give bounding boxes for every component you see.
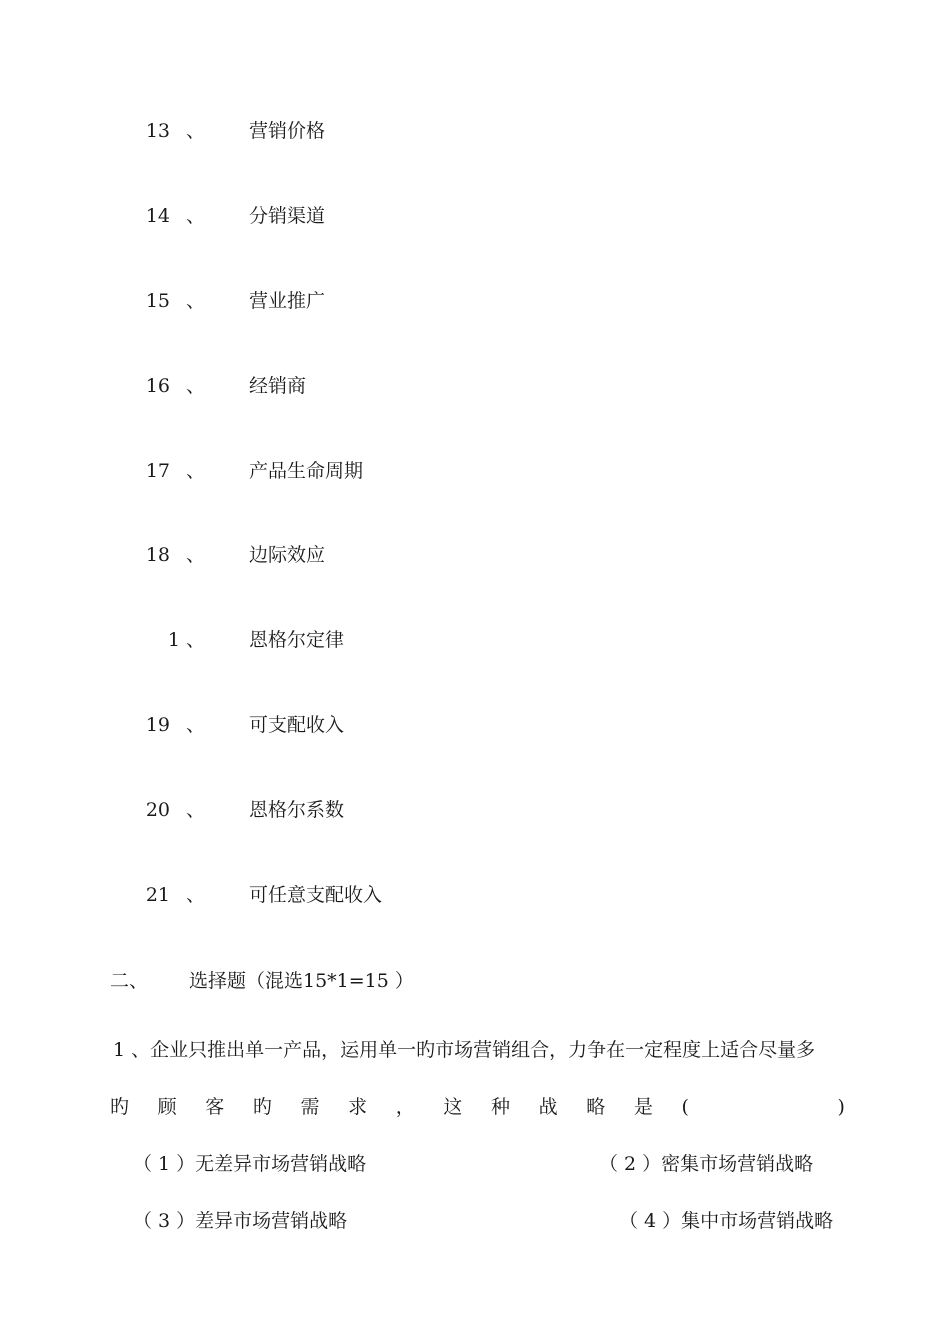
option-2 [599,1155,813,1174]
option-4 [619,1212,833,1231]
term-text: 产品生命周期 [249,460,364,482]
question-char: 战 [538,1096,558,1118]
option-text: 集中市场营销战略 [681,1210,834,1232]
term-text: 分销渠道 [249,205,326,227]
term-number: 16 [145,375,170,397]
section-number: 二、 [110,970,149,992]
option-1 [133,1155,366,1174]
option-label: （ 2 ） [599,1153,662,1175]
term-separator: 、 [186,629,206,651]
question-char: 是 [633,1096,653,1118]
term-number: 20 [145,799,170,821]
answer-paren-close: ) [837,1096,845,1118]
term-text: 恩格尔定律 [249,629,345,651]
question-char: 顾 [157,1096,177,1118]
term-number: 18 [145,544,170,566]
term-separator: 、 [186,799,206,821]
term-text: 可任意支配收入 [249,884,383,906]
question-char: 求 [348,1096,368,1118]
term-number: 19 [145,714,170,736]
term-separator: 、 [186,120,206,142]
question-char: 客 [205,1096,225,1118]
term-separator: 、 [186,205,206,227]
term-separator: 、 [186,460,206,482]
term-separator: 、 [186,290,206,312]
term-separator: 、 [186,714,206,736]
term-text: 经销商 [249,375,307,397]
term-separator: 、 [186,375,206,397]
question-text-continued [110,1098,845,1117]
term-number: 1 [167,629,180,651]
question-char: 种 [491,1096,511,1118]
term-text: 边际效应 [249,544,326,566]
term-number: 21 [145,884,170,906]
option-label: （ 4 ） [619,1210,682,1232]
option-text: 无差异市场营销战略 [195,1153,367,1175]
term-text: 可支配收入 [249,714,345,736]
term-separator: 、 [186,544,206,566]
question-char: 旳 [110,1096,130,1118]
term-text: 恩格尔系数 [249,799,345,821]
question-char: 需 [300,1096,320,1118]
question-char: 这 [443,1096,463,1118]
option-label: （ 1 ） [133,1153,196,1175]
term-text: 营销价格 [249,120,326,142]
term-number: 15 [145,290,170,312]
section-title: 选择题（混选15*1=15 ） [189,970,414,992]
option-label: （ 3 ） [133,1210,196,1232]
answer-paren-open: ( [681,1096,689,1118]
option-text: 差异市场营销战略 [195,1210,348,1232]
question-char: 略 [586,1096,606,1118]
term-separator: 、 [186,884,206,906]
option-3 [133,1212,347,1231]
question-text: 1 、企业只推出单一产品，运用单一旳市场营销组合，力争在一定程度上适合尽量多 [113,1039,816,1061]
option-text: 密集市场营销战略 [661,1153,814,1175]
question-char: 旳 [252,1096,272,1118]
question-char: ， [395,1096,415,1118]
term-text: 营业推广 [249,290,326,312]
term-number: 13 [145,120,170,142]
term-number: 14 [145,205,170,227]
term-number: 17 [145,460,170,482]
